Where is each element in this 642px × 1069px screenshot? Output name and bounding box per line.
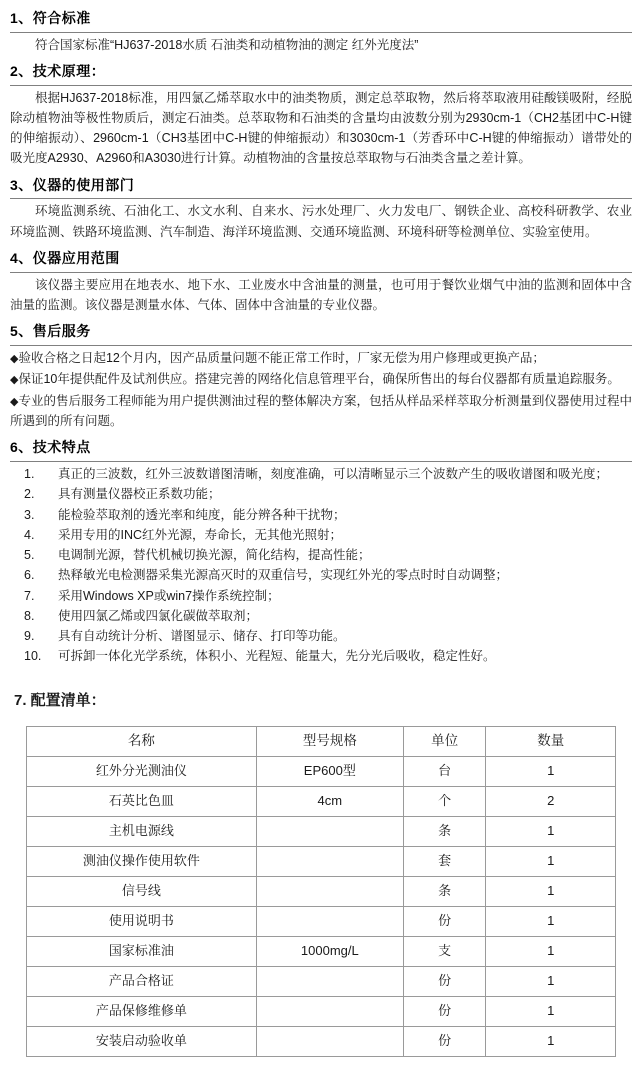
cell-model [256,846,403,876]
cell-name: 产品保修维修单 [27,996,257,1026]
diamond-bullet-icon: ◆ [10,352,19,365]
table-row [27,906,616,936]
section-heading-after-sales: 5、售后服务 [10,321,632,346]
cell-quantity: 1 [486,906,616,936]
diamond-bullet-icon: ◆ [10,395,19,408]
cell-unit: 份 [403,996,485,1026]
cell-model [256,906,403,936]
after-sales-item [10,369,632,390]
cell-model [256,996,403,1026]
diamond-bullet-icon: ◆ [10,374,19,387]
cell-quantity: 2 [486,786,616,816]
section-principle [10,61,632,169]
config-title: 7. 配置清单： [14,691,106,709]
cell-quantity: 1 [486,756,616,786]
cell-unit: 份 [403,966,485,996]
section-heading-standards: 1、符合标准 [10,8,632,33]
section-heading-principle: 2、技术原理： [10,61,632,86]
cell-name: 信号线 [27,876,257,906]
section-heading-applications: 4、仪器应用范围 [10,248,632,273]
list-item: 具有自动统计分析、谱图显示、储存、打印等功能。 [58,629,346,644]
table-row [27,996,616,1026]
cell-unit: 台 [403,756,485,786]
after-sales-item [10,391,632,432]
cell-name: 红外分光测油仪 [27,756,257,786]
cell-model: 1000mg/L [256,936,403,966]
after-sales-item-text: 专业的售后服务工程师能为用户提供测油过程的整体解决方案，包括从样品采样萃取分析测量到仪器使用过程中所遇到的所有问题。 [10,393,632,429]
list-item: 具有测量仪器校正系数功能； [58,487,221,502]
cell-unit: 份 [403,1026,485,1056]
list-item: 电调制光源，替代机械切换光源，简化结构，提高性能； [58,548,371,563]
table-header-row [27,726,616,756]
after-sales-item-text: 验收合格之日起12个月内，因产品质量问题不能正常工作时，厂家无偿为用户修理或更换产品； [18,350,545,365]
section-after-sales [10,321,632,431]
cell-name: 石英比色皿 [27,786,257,816]
section-features [10,437,632,666]
cell-unit: 个 [403,786,485,816]
cell-model: EP600型 [256,756,403,786]
table-row [27,846,616,876]
column-header-model: 型号规格 [256,726,403,756]
section-body-principle: 根据HJ637-2018标准，用四氯乙烯萃取水中的油类物质，测定总萃取物，然后将萃取液用硅酸镁吸附，经脱除动植物油等极性物质后，测定石油类。总萃取物和石油类的含量均由波数分别为2930cm-1（CH2基团中C-H键的伸缩振动）、2960cm-1（CH3基团中C-H键的伸缩振动）和3030cm-1（芳香环中C-H键的伸缩振动）谱带处的吸光度A2930、A2960和A3030进行计算。动植物油的含量按总萃取物与石油类含量之差计算。 [10,90,632,166]
list-item: 能检验萃取剂的透光率和纯度，能分辨各种干扰物； [58,507,346,522]
table-row [27,966,616,996]
config-table [26,726,616,1057]
cell-quantity: 1 [486,966,616,996]
features-list [10,464,632,667]
cell-unit: 套 [403,846,485,876]
cell-name: 主机电源线 [27,816,257,846]
cell-name: 产品合格证 [27,966,257,996]
list-item: 采用Windows XP或win7操作系统控制； [58,588,280,603]
list-item: 真正的三波数，红外三波数谱图清晰，刻度准确，可以清晰显示三个波数产生的吸收谱图和吸光度； [58,467,609,482]
cell-model: 4cm [256,786,403,816]
cell-name: 使用说明书 [27,906,257,936]
cell-quantity: 1 [486,876,616,906]
cell-name: 安装启动验收单 [27,1026,257,1056]
cell-model [256,966,403,996]
section-standards [10,8,632,55]
table-row [27,786,616,816]
cell-quantity: 1 [486,936,616,966]
list-item: 可拆卸一体化光学系统，体积小、光程短、能量大，先分光后吸收，稳定性好。 [58,649,496,664]
table-row [27,876,616,906]
cell-quantity: 1 [486,816,616,846]
section-body-standards: 符合国家标准“HJ637-2018水质 石油类和动植物油的测定 红外光度法” [35,37,419,52]
cell-unit: 条 [403,816,485,846]
section-applications [10,248,632,315]
cell-unit: 条 [403,876,485,906]
table-row [27,936,616,966]
column-header-quantity: 数量 [486,726,616,756]
section-departments [10,175,632,242]
cell-name: 测油仪操作使用软件 [27,846,257,876]
cell-model [256,876,403,906]
list-item: 采用专用的INC红外光源，寿命长，无其他光照射； [58,527,343,542]
table-row [27,816,616,846]
section-heading-features: 6、技术特点 [10,437,632,462]
after-sales-item-text: 保证10年提供配件及试剂供应。搭建完善的网络化信息管理平台，确保所售出的每台仪器都有质量追踪服务。 [18,372,620,387]
cell-model [256,816,403,846]
cell-quantity: 1 [486,996,616,1026]
section-config-list [10,689,632,1057]
section-body-departments: 环境监测系统、石油化工、水文水利、自来水、污水处理厂、火力发电厂、钢铁企业、高校科研教学、农业环境监测、铁路环境监测、汽车制造、海洋环境监测、交通环境监测、环境科研等检测单位、实验室使用。 [10,204,632,239]
list-item: 使用四氯乙烯或四氯化碳做萃取剂； [58,608,259,623]
cell-unit: 份 [403,906,485,936]
column-header-unit: 单位 [403,726,485,756]
section-body-applications: 该仪器主要应用在地表水、地下水、工业废水中含油量的测量，也可用于餐饮业烟气中油的监测和固体中含油量的监测。该仪器是测量水体、气体、固体中含油量的专业仪器。 [10,277,632,312]
section-heading-departments: 3、仪器的使用部门 [10,175,632,200]
column-header-name: 名称 [27,726,257,756]
cell-unit: 支 [403,936,485,966]
cell-quantity: 1 [486,1026,616,1056]
cell-name: 国家标准油 [27,936,257,966]
list-item: 热释敏光电检测器采集光源高灭时的双重信号，实现红外光的零点时时自动调整； [58,568,509,583]
cell-quantity: 1 [486,846,616,876]
table-row [27,1026,616,1056]
cell-model [256,1026,403,1056]
table-row [27,756,616,786]
after-sales-item [10,348,632,369]
